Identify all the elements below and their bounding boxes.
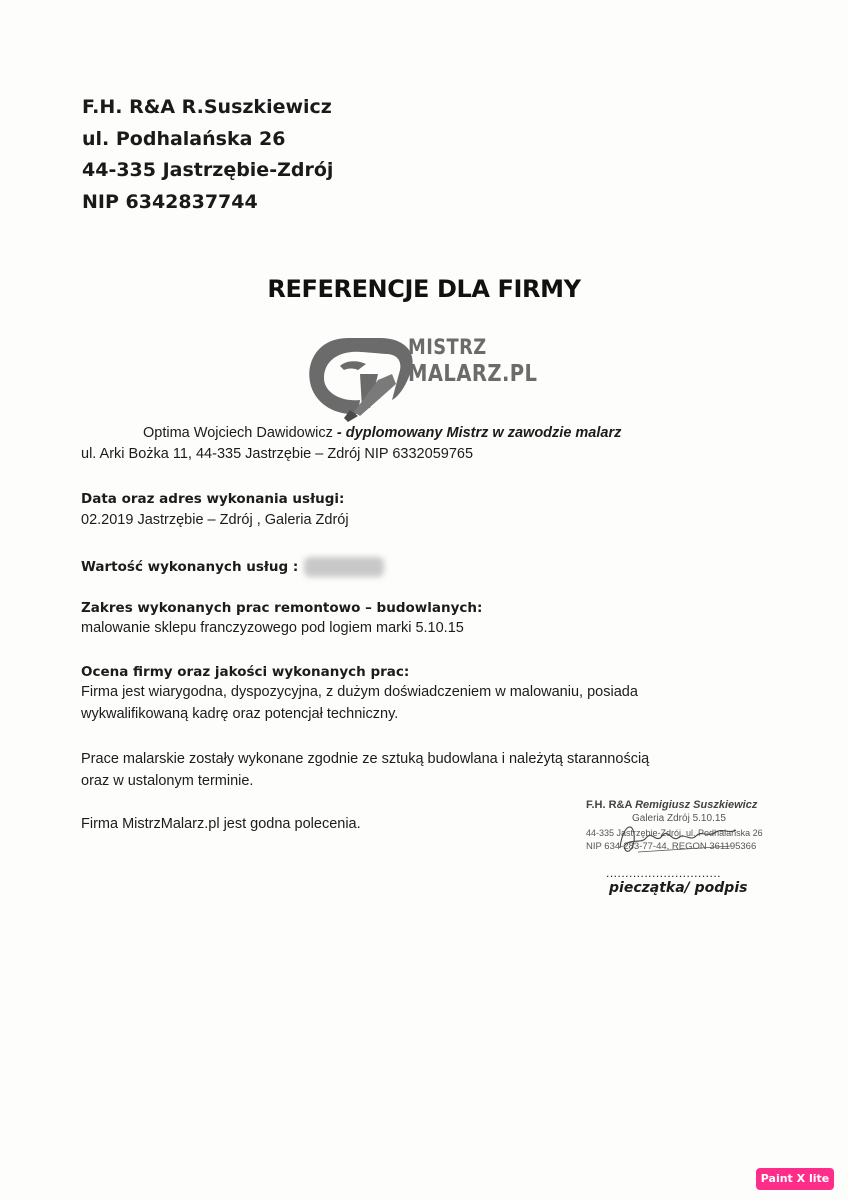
stamp-line1-prefix: F.H. R&A <box>586 799 636 811</box>
logo-text-line2: MALARZ.PL <box>408 361 538 387</box>
rating-line1: Firma jest wiarygodna, dyspozycyjna, z dużym doświadczeniem w malowaniu, posiada <box>81 684 638 700</box>
signature-label: pieczątka/ podpis <box>609 880 748 896</box>
rating-heading: Ocena firmy oraz jakości wykonanych prac: <box>81 664 410 680</box>
contractor-name: Optima Wojciech Dawidowicz <box>143 425 333 441</box>
contractor-role: - dyplomowany Mistrz w zawodzie malarz <box>332 425 622 441</box>
recommendation: Firma MistrzMalarz.pl jest godna polecenia. <box>81 816 361 832</box>
issuer-header <box>82 92 333 218</box>
issuer-nip: NIP 6342837744 <box>82 190 258 213</box>
paint-x-lite-watermark: Paint X lite <box>756 1168 834 1190</box>
logo-text-line1: MISTRZ <box>408 335 487 359</box>
contractor-name-line <box>143 425 621 441</box>
issuer-street: ul. Podhalańska 26 <box>82 127 286 150</box>
contractor-address: ul. Arki Bożka 11, 44-335 Jastrzębie – Zdrój NIP 6332059765 <box>81 446 474 462</box>
stamp-line1-name: Remigiusz Suszkiewicz <box>635 799 758 811</box>
redacted-value <box>304 557 384 577</box>
stamp-line4: NIP 634-283-77-44, REGON 361195366 <box>586 841 757 852</box>
stamp-line2: Galeria Zdrój 5.10.15 <box>632 813 726 824</box>
issuer-city: 44-335 Jastrzębie-Zdrój <box>82 159 334 181</box>
value-heading <box>81 557 384 577</box>
stamp-line3: 44-335 Jastrzębie-Zdrój, ul. Podhalańska 26 <box>586 828 763 838</box>
issuer-company: F.H. R&A R.Suszkiewicz <box>82 96 332 118</box>
signature-dots: .............................. <box>606 866 722 880</box>
work-line2: oraz w ustalonym terminie. <box>81 773 254 789</box>
scope-heading: Zakres wykonanych prac remontowo – budowlanych: <box>81 600 483 616</box>
rating-line2: wykwalifikowaną kadrę oraz potencjał techniczny. <box>81 706 399 722</box>
date-text: 02.2019 Jastrzębie – Zdrój , Galeria Zdrój <box>81 512 349 528</box>
scope-text: malowanie sklepu franczyzowego pod logiem marki 5.10.15 <box>81 620 464 636</box>
value-heading-text: Wartość wykonanych usług : <box>81 559 299 575</box>
handwritten-signature <box>612 808 752 868</box>
document-title: REFERENCJE DLA FIRMY <box>267 275 581 303</box>
work-line1: Prace malarskie zostały wykonane zgodnie ze sztuką budowlana i należytą starannością <box>81 751 650 767</box>
date-heading: Data oraz adres wykonania usługi: <box>81 491 345 507</box>
